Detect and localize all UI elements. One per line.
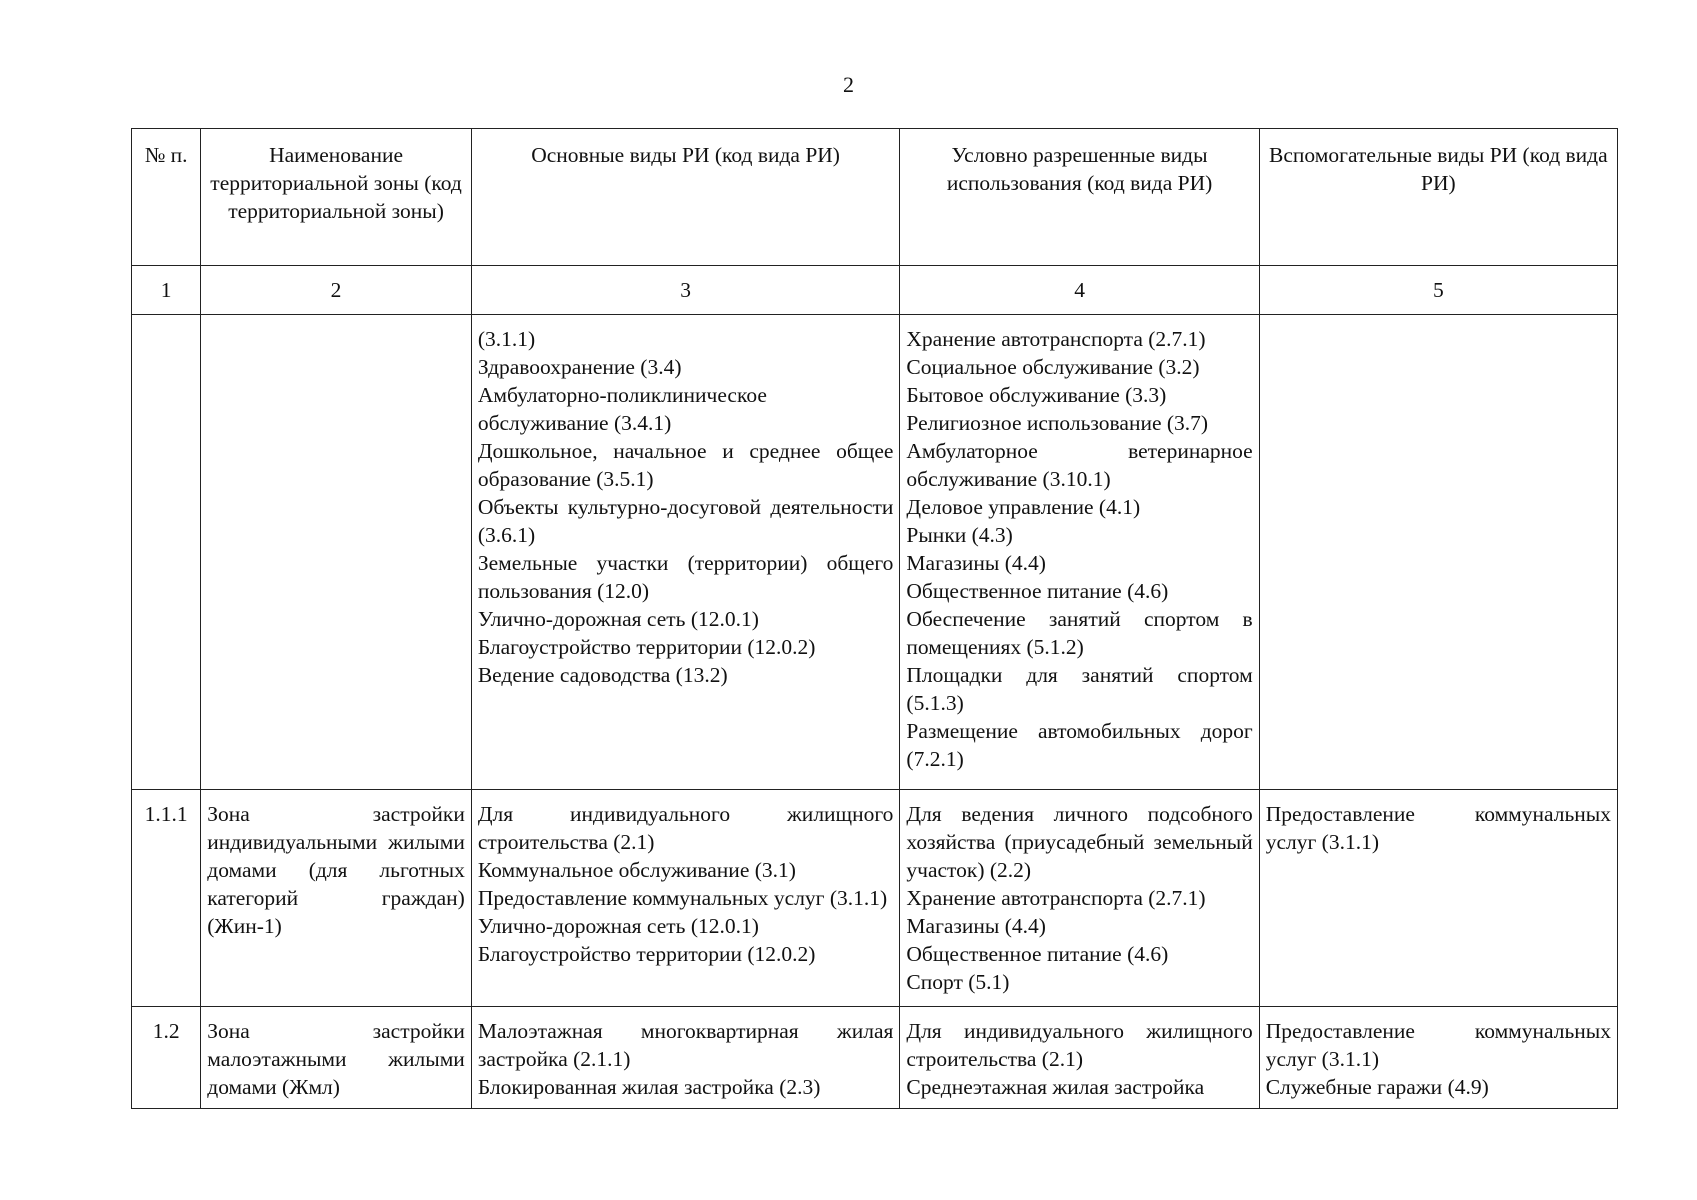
conditional-use-item: Амбулаторное ветеринарное обслуживание (3.10.1) bbox=[906, 439, 1253, 491]
conditional-use-item: Хранение автотранспорта (2.7.1) bbox=[906, 886, 1206, 910]
zone-name: Зона застройки индивидуальными жилыми домами (для льготных категорий граждан) (Жин-1) bbox=[201, 790, 472, 1007]
row-number: 1.2 bbox=[132, 1007, 201, 1109]
conditional-use-item: Среднеэтажная жилая застройка bbox=[906, 1075, 1205, 1099]
main-use-item: Улично-дорожная сеть (12.0.1) bbox=[477, 914, 759, 938]
auxiliary-use-item: Предоставление коммунальных услуг (3.1.1) bbox=[1265, 1019, 1611, 1071]
conditional-use-item: Для индивидуального жилищного строительства (2.1) bbox=[906, 1019, 1253, 1071]
main-use-item: Ведение садоводства (13.2) bbox=[477, 663, 728, 687]
column-number-row bbox=[132, 266, 1618, 315]
conditional-use-item: Магазины (4.4) bbox=[906, 551, 1046, 575]
header-conditional-uses: Условно разрешенные виды использования (код вида РИ) bbox=[900, 129, 1259, 266]
table-row bbox=[132, 315, 1618, 790]
header-zone-name: Наименование территориальной зоны (код территориальной зоны) bbox=[201, 129, 472, 266]
main-use-item: Коммунальное обслуживание (3.1) bbox=[477, 858, 796, 882]
conditional-use-item: Магазины (4.4) bbox=[906, 914, 1046, 938]
main-use-item: (3.1.1) bbox=[477, 327, 536, 351]
conditional-use-item: Общественное питание (4.6) bbox=[906, 942, 1169, 966]
row-number: 1.1.1 bbox=[132, 790, 201, 1007]
main-use-item: Предоставление коммунальных услуг (3.1.1) bbox=[477, 886, 888, 910]
conditional-uses-cell bbox=[900, 315, 1259, 790]
page-number: 2 bbox=[843, 72, 854, 97]
conditional-use-item: Обеспечение занятий спортом в помещениях (5.1.2) bbox=[906, 607, 1253, 659]
zoning-table bbox=[131, 128, 1618, 1109]
auxiliary-use-item: Предоставление коммунальных услуг (3.1.1) bbox=[1265, 802, 1611, 854]
conditional-use-item: Для ведения личного подсобного хозяйства (приусадебный земельный участок) (2.2) bbox=[906, 802, 1253, 882]
zone-name: Зона застройки малоэтажными жилыми домами (Жмл) bbox=[201, 1007, 472, 1109]
main-use-item: Благоустройство территории (12.0.2) bbox=[477, 635, 816, 659]
header-auxiliary-uses: Вспомогательные виды РИ (код вида РИ) bbox=[1259, 129, 1617, 266]
main-use-item: Малоэтажная многоквартирная жилая застройка (2.1.1) bbox=[477, 1019, 894, 1071]
column-number: 1 bbox=[132, 266, 201, 315]
row-number bbox=[132, 315, 201, 790]
conditional-use-item: Социальное обслуживание (3.2) bbox=[906, 355, 1200, 379]
main-use-item: Здравоохранение (3.4) bbox=[477, 355, 682, 379]
conditional-use-item: Спорт (5.1) bbox=[906, 970, 1010, 994]
conditional-uses-cell bbox=[900, 790, 1259, 1007]
column-number: 4 bbox=[900, 266, 1259, 315]
conditional-use-item: Рынки (4.3) bbox=[906, 523, 1013, 547]
conditional-use-item: Общественное питание (4.6) bbox=[906, 579, 1169, 603]
auxiliary-uses-cell bbox=[1259, 1007, 1617, 1109]
header-main-uses: Основные виды РИ (код вида РИ) bbox=[471, 129, 900, 266]
header-number: № п. bbox=[132, 129, 201, 266]
column-number: 3 bbox=[471, 266, 900, 315]
main-use-item: Объекты культурно-досуговой деятельности (3.6.1) bbox=[477, 495, 894, 547]
main-use-item: Земельные участки (территории) общего пользования (12.0) bbox=[477, 551, 894, 603]
auxiliary-uses-cell bbox=[1259, 315, 1617, 790]
main-use-item: Улично-дорожная сеть (12.0.1) bbox=[477, 607, 759, 631]
main-use-item: Благоустройство территории (12.0.2) bbox=[477, 942, 816, 966]
conditional-use-item: Площадки для занятий спортом (5.1.3) bbox=[906, 663, 1253, 715]
main-uses-cell bbox=[471, 790, 900, 1007]
conditional-use-item: Бытовое обслуживание (3.3) bbox=[906, 383, 1167, 407]
auxiliary-use-item: Служебные гаражи (4.9) bbox=[1265, 1075, 1489, 1099]
main-use-item: Дошкольное, начальное и среднее общее образование (3.5.1) bbox=[477, 439, 894, 491]
conditional-use-item: Религиозное использование (3.7) bbox=[906, 411, 1209, 435]
conditional-use-item: Деловое управление (4.1) bbox=[906, 495, 1141, 519]
main-uses-cell bbox=[471, 315, 900, 790]
auxiliary-uses-cell bbox=[1259, 790, 1617, 1007]
table-header-row bbox=[132, 129, 1618, 266]
table-row bbox=[132, 790, 1618, 1007]
zone-name bbox=[201, 315, 472, 790]
main-uses-cell bbox=[471, 1007, 900, 1109]
main-use-item: Для индивидуального жилищного строительства (2.1) bbox=[477, 802, 894, 854]
conditional-use-item: Хранение автотранспорта (2.7.1) bbox=[906, 327, 1206, 351]
column-number: 2 bbox=[201, 266, 472, 315]
main-use-item: Амбулаторно-поликлиническое обслуживание (3.4.1) bbox=[477, 383, 767, 435]
main-use-item: Блокированная жилая застройка (2.3) bbox=[477, 1075, 821, 1099]
conditional-use-item: Размещение автомобильных дорог (7.2.1) bbox=[906, 719, 1253, 771]
table-row bbox=[132, 1007, 1618, 1109]
conditional-uses-cell bbox=[900, 1007, 1259, 1109]
column-number: 5 bbox=[1259, 266, 1617, 315]
